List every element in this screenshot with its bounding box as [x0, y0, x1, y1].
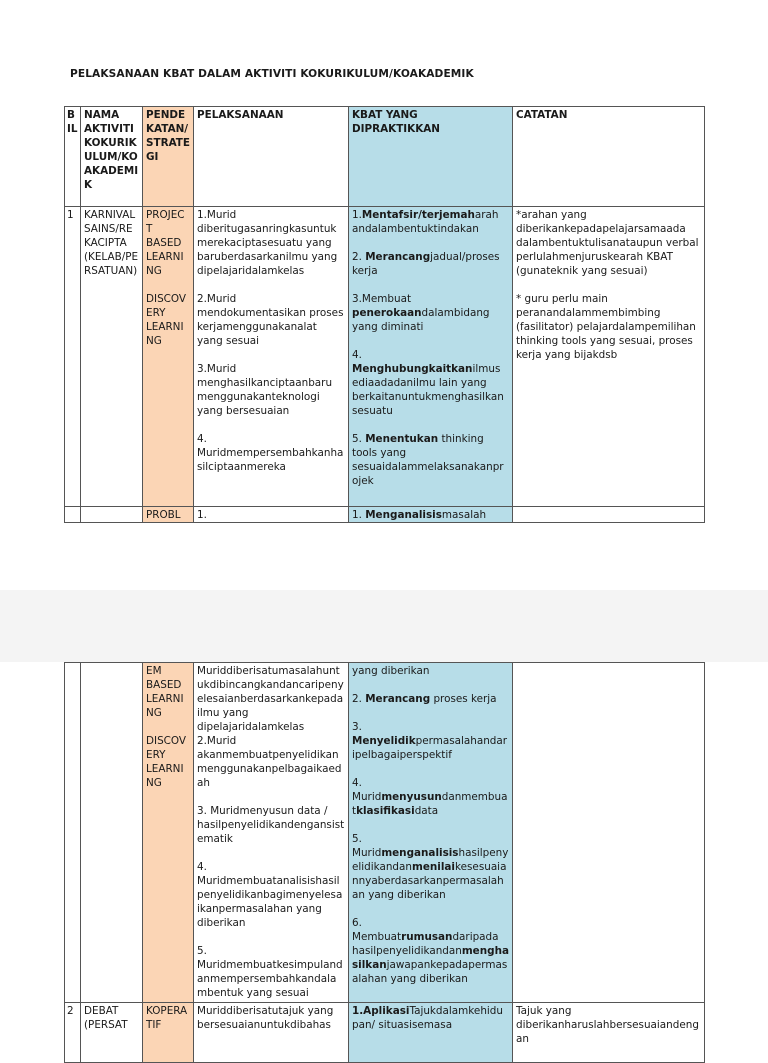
row1-pelaksanaan [194, 207, 349, 507]
row1-nama: KARNIVAL SAINS/REKACIPTA (KELAB/PERSATUAN) [81, 207, 143, 507]
pelaksanaan-item: 5. Muridmembuatkesimpulandanmempersembahkandalambentuk yang sesuai [197, 945, 343, 999]
header-pelaksanaan: PELAKSANAAN [194, 107, 349, 207]
header-kbat: KBAT YANG DIPRAKTIKKAN [349, 107, 513, 207]
document-title: PELAKSANAAN KBAT DALAM AKTIVITI KOKURIKULUM/KOAKADEMIK [70, 68, 474, 80]
kbat-item: 2. Merancang proses kerja [352, 693, 497, 705]
table-row [65, 1003, 705, 1063]
document-page-2 [0, 662, 768, 1045]
kbat-item: 1.Mentafsir/terjemaharah andalambentuktindakan [352, 209, 499, 235]
header-bil: BIL [65, 107, 81, 207]
row2-pendekatan [143, 663, 194, 1003]
row2-pendekatan-start: PROBL [143, 507, 194, 523]
catatan-item: *arahan yang diberikankepadapelajarsamaada dalambentuktulisanataupun verbal perlulahmenjuruskearah KBAT (gunateknik yang sesuai) [516, 209, 699, 277]
row2-pelaksanaan-start: 1. [194, 507, 349, 523]
pelaksanaan-item: 3. Muridmenyusun data / hasilpenyelidikandengansistematik [197, 805, 345, 845]
pendekatan-item: DISCOVERY LEARNING [146, 293, 187, 347]
pelaksanaan-item: 1.Murid diberitugasanringkasuntuk merekaciptasesuatu yang baruberdasarkanilmu yang dipelajaridalamkelas [197, 209, 338, 277]
kbat-item: 4. Muridmenyusundanmembuatklasifikasidata [352, 777, 508, 817]
header-catatan: CATATAN [513, 107, 705, 207]
pendekatan-item: EM BASED LEARNING [146, 665, 184, 719]
pendekatan-item: DISCOVERY LEARNING [146, 735, 187, 789]
header-pendekatan: PENDEKATAN/STRATEGI [143, 107, 194, 207]
page-gap [0, 590, 768, 662]
header-nama-aktiviti: NAMA AKTIVITI KOKURIKULUM/KOAKADEMIK [81, 107, 143, 207]
row1-catatan [513, 207, 705, 507]
pelaksanaan-item: 3.Murid menghasilkanciptaanbaru menggunakanteknologi yang bersesuaian [197, 363, 333, 417]
row3-pendekatan: KOPERATIF [143, 1003, 194, 1063]
table-row [65, 507, 705, 523]
row1-bil: 1 [65, 207, 81, 507]
row1-kbat [349, 207, 513, 507]
kbat-table-part-1 [64, 106, 705, 523]
pendekatan-item: PROJECT BASED LEARNING [146, 209, 185, 277]
pelaksanaan-item: Muriddiberisatumasalahuntukdibincangkandancaripenyelesaianberdasarkankepadailmu yang dipelajaridalamkelas [197, 665, 344, 733]
kbat-item: yang diberikan [352, 665, 430, 677]
kbat-item: 2. Merancangjadual/proses kerja [352, 251, 500, 277]
table-header-row [65, 107, 705, 207]
row3-nama: DEBAT (PERSAT [81, 1003, 143, 1063]
kbat-item: 5. Muridmenganalisishasilpenyelidikandanmenilaikesesuaiannyaberdasarkanpermasalahan yang diberikan [352, 833, 509, 901]
kbat-item: 4. Menghubungkaitkanilmus ediaadadanilmu lain yang berkaitanuntukmenghasilkansesuatu [352, 349, 504, 417]
kbat-item: 6. Membuatrumusandaripada hasilpenyelidikandanmenghasilkanjawapankepadapermasalahan yang diberikan [352, 917, 509, 985]
row2-pelaksanaan [194, 663, 349, 1003]
pelaksanaan-item: 4. Muridmembuatanalisishasilpenyelidikanbagimenyelesaikanpermasalahan yang diberikan [197, 861, 343, 929]
row3-pelaksanaan: Muriddiberisatutajuk yang bersesuaianuntukdibahas [194, 1003, 349, 1063]
pelaksanaan-item: 2.Murid akanmembuatpenyelidikanmenggunakanpelbagaikaedah [197, 735, 342, 789]
row2-kbat [349, 663, 513, 1003]
kbat-item: 3. Menyelidikpermasalahandaripelbagaiperspektif [352, 721, 508, 761]
kbat-table-part-2 [64, 662, 705, 1063]
table-row [65, 207, 705, 507]
pelaksanaan-item: 4. Muridmempersembahkanhasilciptaanmereka [197, 433, 344, 473]
row3-kbat: 1.AplikasiTajukdalamkehidupan/ situasisemasa [349, 1003, 513, 1063]
row3-catatan: Tajuk yang diberikanharuslahbersesuaiandengan [513, 1003, 705, 1063]
catatan-item: * guru perlu main peranandalammembimbing (fasilitator) pelajardalampemilihan thinking tools yang sesuai, proses kerja yang bijakdsb [516, 293, 696, 361]
row1-pendekatan [143, 207, 194, 507]
kbat-item: 5. Menentukan thinking tools yang sesuaidalammelaksanakanprojek [352, 433, 504, 487]
row2-kbat-start: 1. Menganalisismasalah [349, 507, 513, 523]
row3-bil: 2 [65, 1003, 81, 1063]
pelaksanaan-item: 2.Murid mendokumentasikan proses kerjamenggunakanalat yang sesuai [197, 293, 344, 347]
table-row [65, 663, 705, 1003]
kbat-item: 3.Membuat penerokaandalambidang yang diminati [352, 293, 490, 333]
